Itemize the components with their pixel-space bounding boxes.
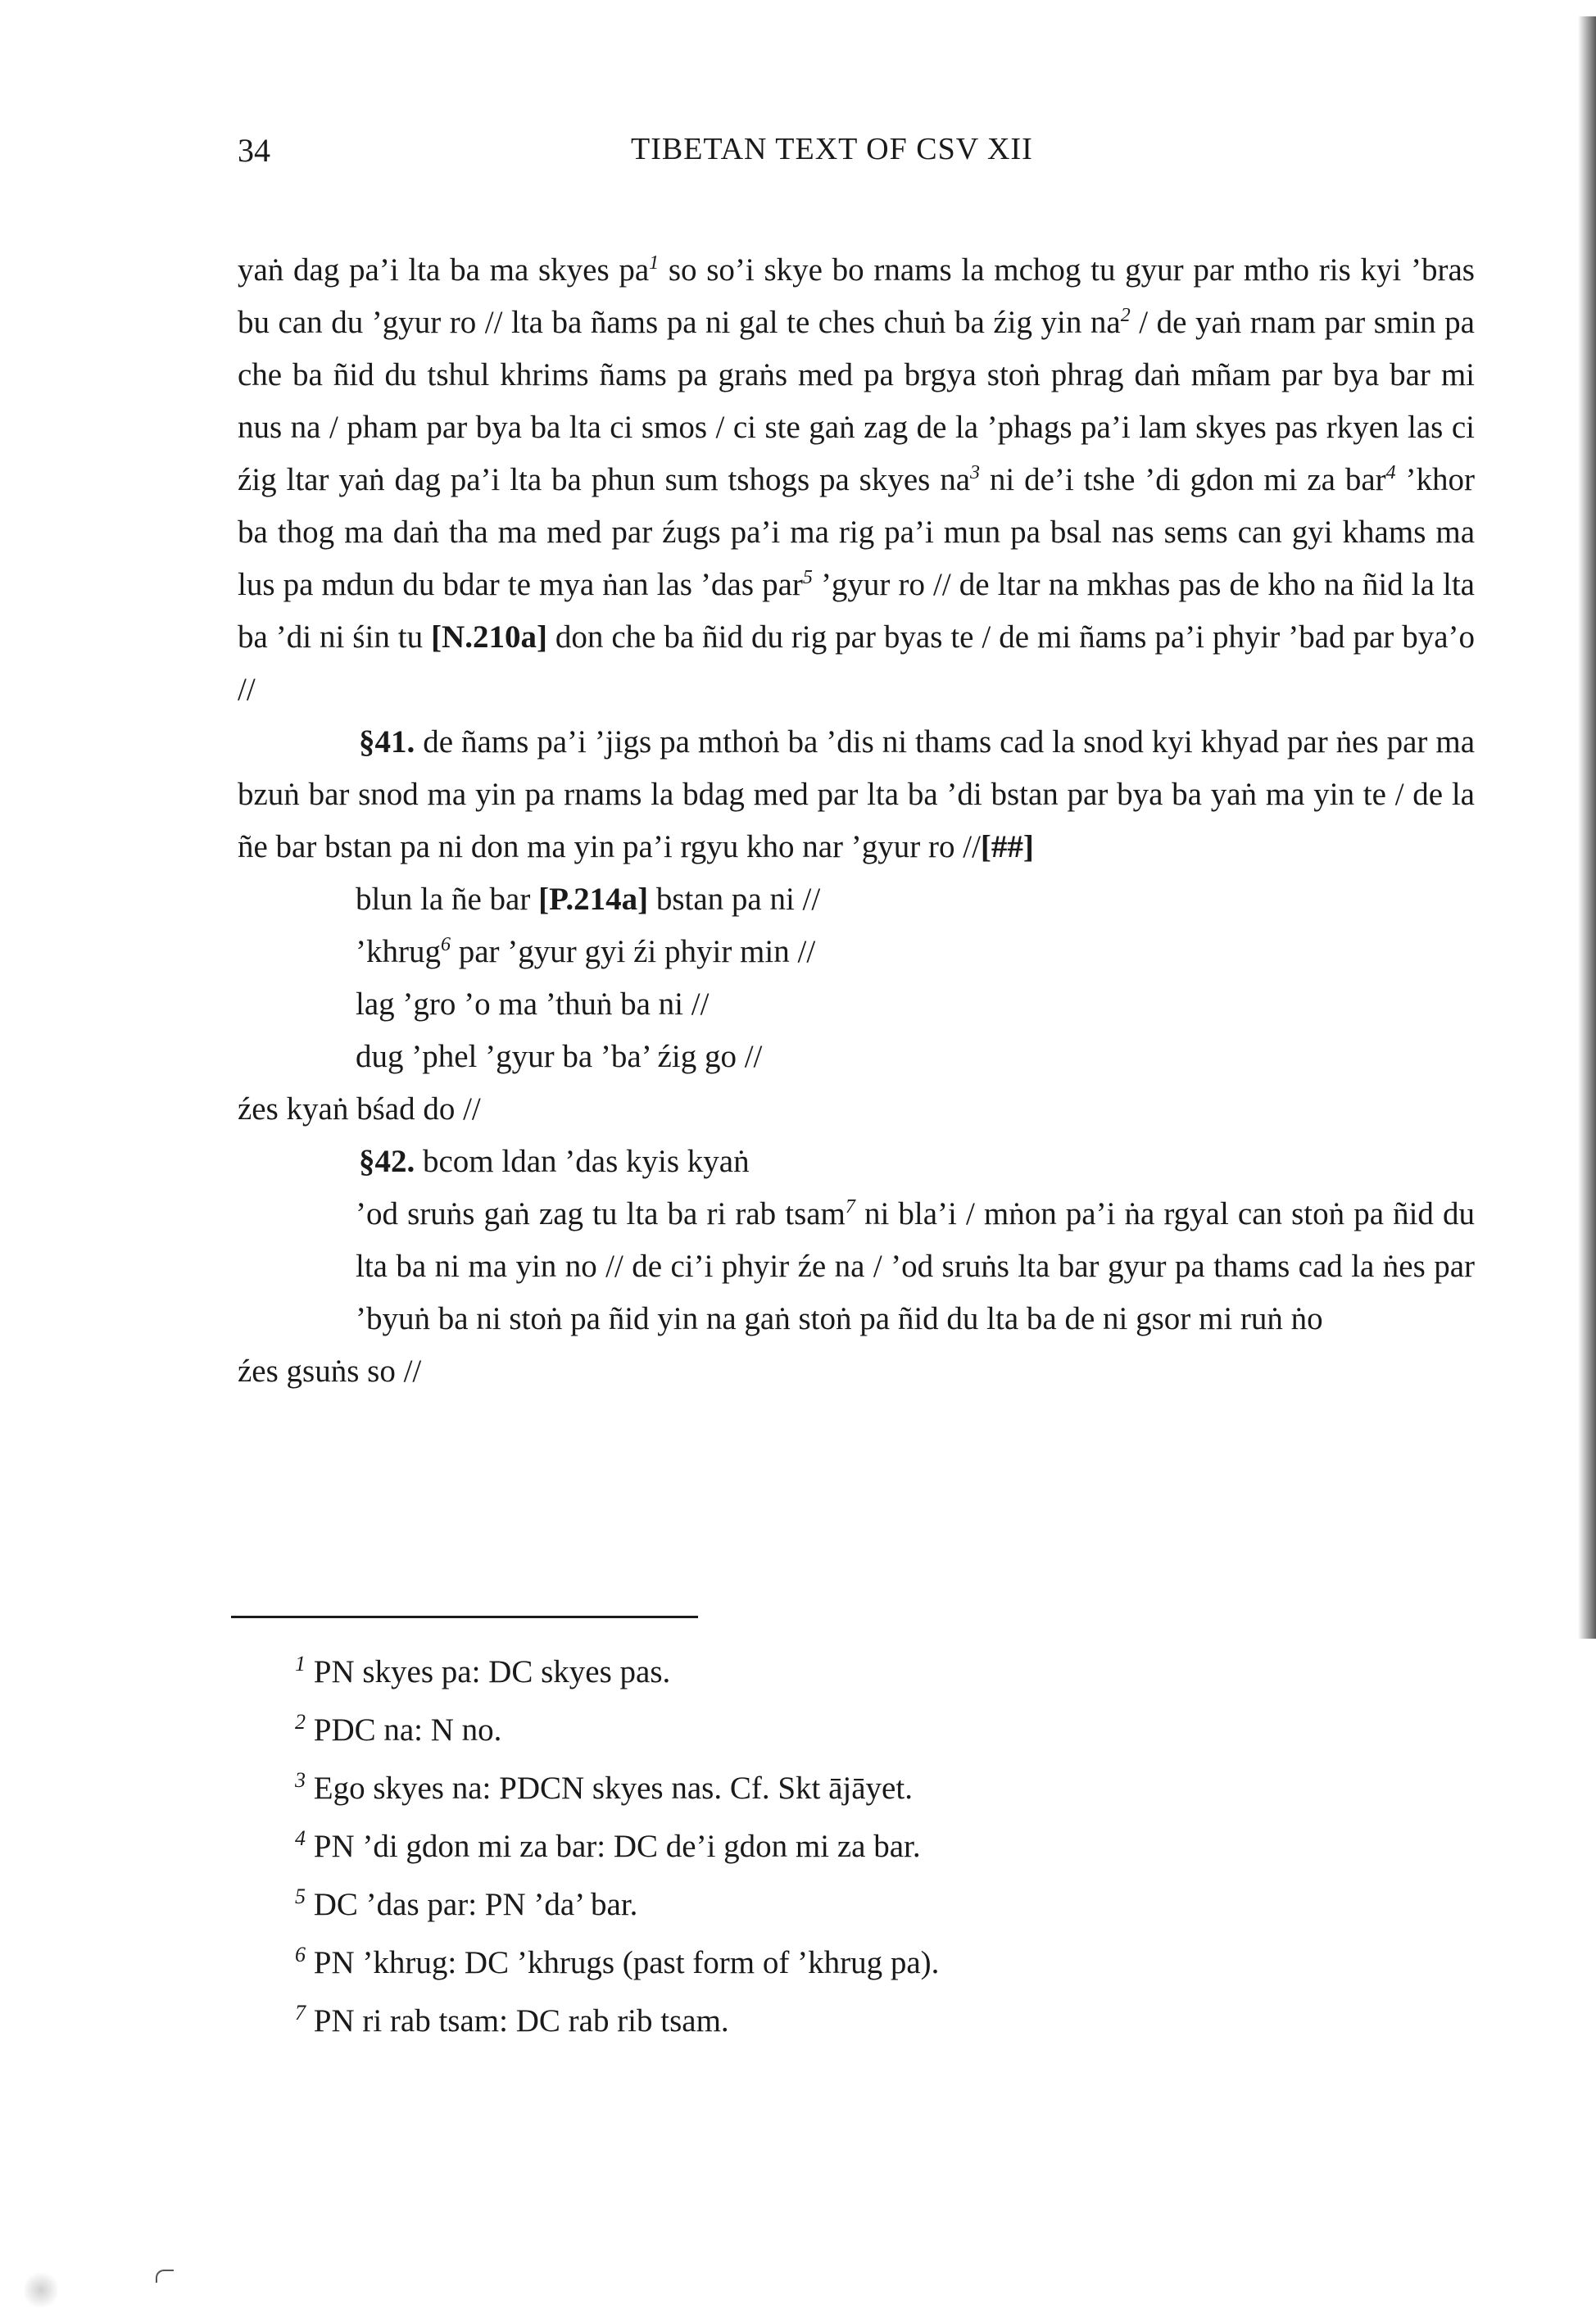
folio-ref-n210a: [N.210a] (431, 619, 547, 655)
sutra-quotation: ’od sruṅs gaṅ zag tu lta ba ri rab tsam$^7$ ni bla’i / mṅon pa’i ṅa rgyal can stoṅ pa ñid du lta ba ni ma yin no // de ci’i phyir źe na / ’od sruṅs lta bar gyur pa thams cad la ṅes par ’byuṅ ba ni stoṅ pa ñid yin na gaṅ stoṅ pa ñid du lta ba de ni gsor mi ruṅ ṅo (356, 1196, 1476, 1336)
footnote-rule (231, 1616, 698, 1618)
verse-marker: [##] (980, 829, 1034, 864)
page-header (0, 131, 1596, 180)
footnote-ref-3: 3 (970, 462, 981, 483)
scan-smudge (25, 2270, 57, 2311)
running-title: TIBETAN TEXT OF CSV XII (631, 132, 1033, 166)
verse-line-2: ’khrug$^6$ par ’gyur gyi źi phyir min // (356, 934, 816, 969)
paragraph-section-42: §42. bcom ldan ’das kyis kyaṅ (359, 1144, 750, 1179)
footnote-ref-4: 4 (1385, 462, 1396, 483)
paragraph-1: yaṅ dag pa’i lta ba ma skyes $pa^1$ so so’i skye bo rnams la mchog tu gyur par mtho ris kyi ’bras bu can du ’gyur ro // lta ba ñams pa ni gal te ches chuṅ ba źig yin $na^2$ / de yaṅ rnam par smin pa che ba ñid du tshul khrims ñams pa graṅs med pa brgya stoṅ phrag daṅ mñam par bya bar mi nus na / pham par bya ba lta ci smos / ci ste gaṅ zag de la ’phags pa’i lam skyes pas rkyen las ci źig ltar yaṅ dag pa’i lta ba phun sum tshogs pa skyes $na^3$ ni de’i tshe ’di gdon mi za bar$^4$ ’khor ba thog ma daṅ tha ma med par źugs pa’i ma rig pa’i mun pa bsal nas sems can gyi khams ma lus pa mdun du bdar te mya ṅan las ’das par$^5$ ’gyur ro // de ltar na mkhas pas de kho na ñid la lta ba ’di ni śin tu [N.210a] don che ba ñid du rig par byas te / de mi ñams pa’i phyir ’bad par bya’o // (238, 252, 1475, 707)
footnote-5: $^5$ DC ’das par: PN ’da’ bar. (295, 1884, 638, 1922)
verse-line-4: dug ’phel ’gyur ba ’ba’ źig go // (356, 1039, 763, 1074)
paragraph-section-41: §41. de ñams pa’i ’jigs pa mthoṅ ba ’dis ni thams cad la snod kyi khyad par ṅes par ma bzuṅ bar snod ma yin pa rnams la bdag med par lta ba ’di bstan par bya ba yaṅ ma yin te / de la ñe bar bstan pa ni don ma yin pa’i rgyu kho nar ’gyur ro //[##] (238, 724, 1475, 864)
section-number-41: §41. (359, 724, 415, 760)
body-text (238, 244, 1475, 1398)
footnote-ref-5: 5 (802, 567, 813, 588)
footnotes (295, 1643, 1360, 2050)
footnote-2: $^2$ PDC na: N no. (295, 1710, 502, 1748)
footnote-4: $^4$ PN ’di gdon mi za bar: DC de’i gdon mi za bar. (295, 1826, 921, 1864)
footnote-7: $^7$ PN ri rab tsam: DC rab rib tsam. (295, 2001, 729, 2039)
footnote-ref-6: 6 (440, 934, 451, 955)
folio-ref-p214a: [P.214a] (538, 882, 649, 917)
verse-line-1: blun la ñe bar [P.214a] bstan pa ni // (356, 882, 821, 917)
section-number-42: §42. (359, 1144, 415, 1179)
footnote-1: $^1$ PN skyes pa: DC skyes pas. (295, 1652, 671, 1689)
scan-corner-mark (156, 2270, 174, 2283)
closing-line: źes gsuṅs so // (238, 1354, 422, 1389)
after-verse-line: źes kyaṅ bśad do // (238, 1091, 481, 1127)
verse-line-3: lag ’gro ’o ma ’thuṅ ba ni // (356, 986, 710, 1022)
page-edge-shadow (1578, 16, 1596, 1639)
footnote-ref-2: 2 (1120, 305, 1131, 326)
footnote-6: $^6$ PN ’khrug: DC ’khrugs (past form of ’khrug pa). (295, 1943, 940, 1980)
verse-block (238, 873, 1475, 1083)
footnote-ref-7: 7 (845, 1196, 855, 1218)
footnote-ref-1: 1 (649, 252, 660, 274)
footnote-3: $^3$ Ego skyes na: PDCN skyes nas. Cf. Skt ājāyet. (295, 1768, 913, 1806)
page-number: 34 (238, 132, 270, 169)
